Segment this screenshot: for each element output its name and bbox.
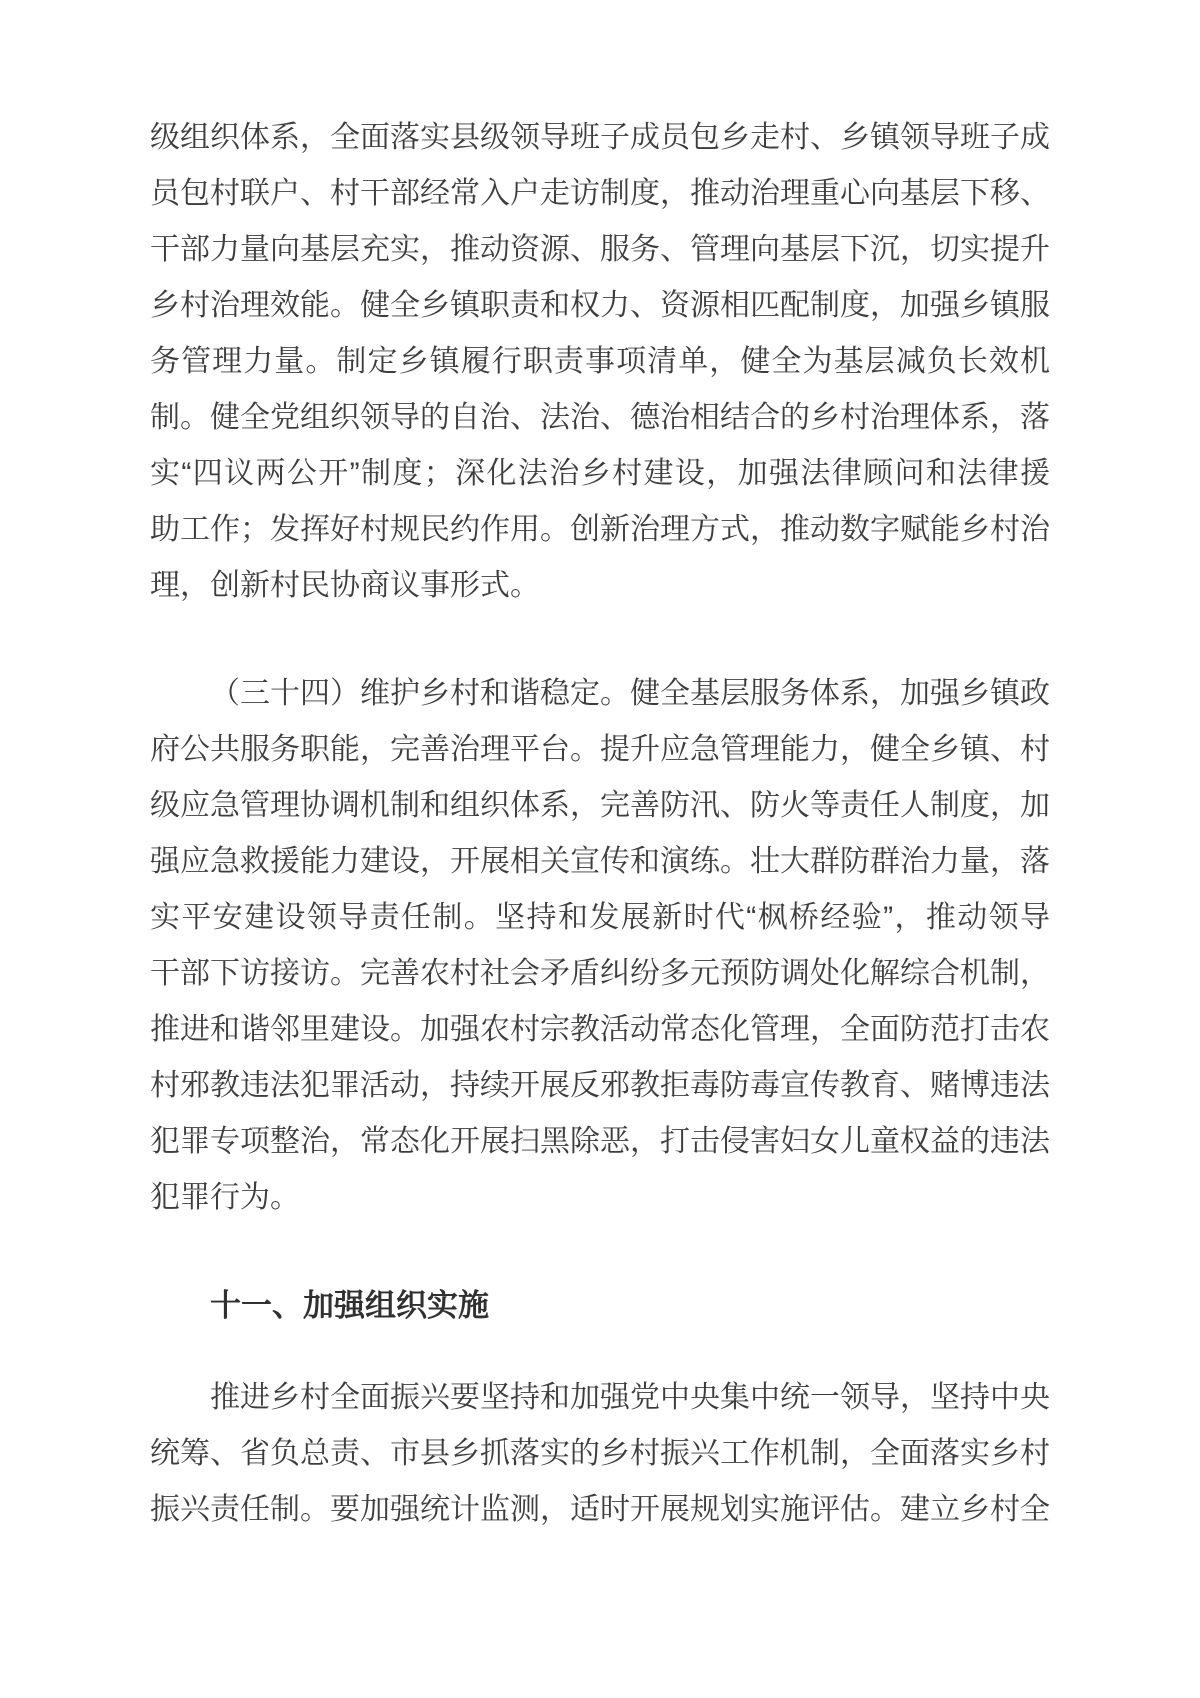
text-line: 员包村联户、村干部经常入户走访制度，推动治理重心向基层下移、 — [150, 177, 1050, 210]
text-line: 强应急救援能力建设，开展相关宣传和演练。壮大群防群治力量，落 — [150, 845, 1050, 878]
text-line: 实“四议两公开”制度；深化法治乡村建设，加强法律顾问和法律援 — [150, 457, 1050, 490]
text-line: 推进和谐邻里建设。加强农村宗教活动常态化管理，全面防范打击农 — [150, 1013, 1050, 1046]
text-line: 犯罪专项整治，常态化开展扫黑除恶，打击侵害妇女儿童权益的违法 — [150, 1125, 1050, 1158]
paragraph-item-34 — [150, 666, 1050, 1226]
text-line: 推进乡村全面振兴要坚持和加强党中央集中统一领导，坚持中央 — [210, 1381, 1050, 1414]
text-line: 犯罪行为。 — [150, 1181, 300, 1214]
text-line: 振兴责任制。要加强统计监测，适时开展规划实施评估。建立乡村全 — [150, 1493, 1050, 1526]
text-line: 理，创新村民协商议事形式。 — [150, 569, 540, 602]
text-line: 级组织体系，全面落实县级领导班子成员包乡走村、乡镇领导班子成 — [150, 121, 1050, 154]
text-line: 府公共服务职能，完善治理平台。提升应急管理能力，健全乡镇、村 — [150, 733, 1050, 766]
text-line: 制。健全党组织领导的自治、法治、德治相结合的乡村治理体系，落 — [150, 401, 1050, 434]
paragraph-implementation — [150, 1370, 1050, 1538]
paragraph-continuation — [150, 110, 1050, 614]
text-line: 干部下访接访。完善农村社会矛盾纠纷多元预防调处化解综合机制， — [150, 957, 1050, 990]
section-heading: 十一、加强组织实施 — [210, 1288, 489, 1323]
text-line: 实平安建设领导责任制。坚持和发展新时代“枫桥经验”，推动领导 — [150, 901, 1050, 934]
text-line: 务管理力量。制定乡镇履行职责事项清单，健全为基层减负长效机 — [150, 345, 1050, 378]
text-line: 助工作；发挥好村规民约作用。创新治理方式，推动数字赋能乡村治 — [150, 513, 1050, 546]
text-line: 村邪教违法犯罪活动，持续开展反邪教拒毒防毒宣传教育、赌博违法 — [150, 1069, 1050, 1102]
text-line: （三十四）维护乡村和谐稳定。健全基层服务体系，加强乡镇政 — [210, 677, 1050, 710]
text-line: 乡村治理效能。健全乡镇职责和权力、资源相匹配制度，加强乡镇服 — [150, 289, 1050, 322]
text-line: 级应急管理协调机制和组织体系，完善防汛、防火等责任人制度，加 — [150, 789, 1050, 822]
text-line: 统筹、省负总责、市县乡抓落实的乡村振兴工作机制，全面落实乡村 — [150, 1437, 1050, 1470]
text-line: 干部力量向基层充实，推动资源、服务、管理向基层下沉，切实提升 — [150, 233, 1050, 266]
